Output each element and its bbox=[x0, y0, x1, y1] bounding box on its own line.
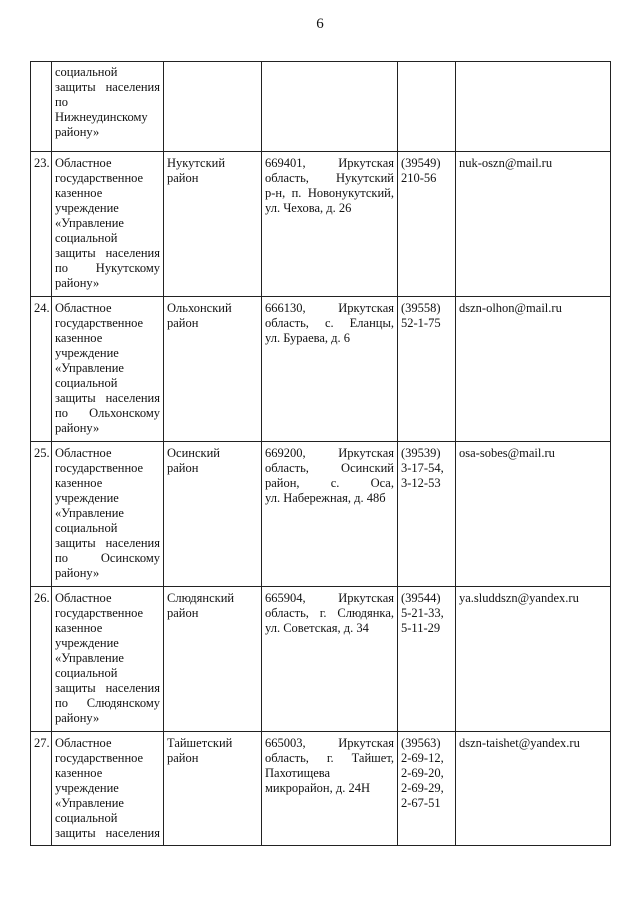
org-line: социальной bbox=[55, 666, 118, 680]
org-line: учреждение bbox=[55, 201, 119, 215]
page-number: 6 bbox=[316, 16, 324, 32]
email-cell bbox=[456, 297, 611, 442]
address-cell bbox=[262, 442, 398, 587]
email-address: nuk-oszn@mail.ru bbox=[459, 156, 553, 170]
org-line: социальной bbox=[55, 65, 118, 79]
org-line: по Слюдянскому bbox=[55, 696, 160, 710]
org-line: Областное bbox=[55, 446, 112, 460]
addr-line: область, г. Слюдянка, bbox=[265, 606, 394, 620]
org-line: защиты населения bbox=[55, 80, 160, 94]
addr-line: ул. Советская, д. 34 bbox=[265, 621, 369, 635]
org-line: казенное bbox=[55, 331, 103, 345]
org-line: Областное bbox=[55, 736, 112, 750]
organization-cell bbox=[52, 297, 164, 442]
organization-cell bbox=[52, 587, 164, 732]
org-line: государственное bbox=[55, 606, 144, 620]
row-number: 26. bbox=[31, 587, 52, 732]
org-line: «Управление bbox=[55, 651, 124, 665]
district-cell bbox=[164, 62, 262, 152]
org-line: учреждение bbox=[55, 346, 119, 360]
row-number: 27. bbox=[31, 732, 52, 846]
addr-line: ул. Бураева, д. 6 bbox=[265, 331, 351, 345]
org-line: защиты населения bbox=[55, 681, 160, 695]
email-cell bbox=[456, 442, 611, 587]
phone-line: 5-11-29 bbox=[401, 621, 441, 635]
email-address: ya.sluddszn@yandex.ru bbox=[459, 591, 579, 605]
addr-line: р-н, п. Новонукутский, bbox=[265, 186, 394, 200]
org-line: Нижнеудинскому bbox=[55, 110, 148, 124]
addr-line: область, Нукутский bbox=[265, 171, 394, 185]
org-line: Областное bbox=[55, 156, 112, 170]
phone-line: 210-56 bbox=[401, 171, 437, 185]
addr-line: микрорайон, д. 24Н bbox=[265, 781, 370, 795]
phone-line: 5-21-33, bbox=[401, 606, 444, 620]
org-line: учреждение bbox=[55, 491, 119, 505]
email-address: osa-sobes@mail.ru bbox=[459, 446, 555, 460]
org-line: социальной bbox=[55, 811, 118, 825]
org-line: социальной bbox=[55, 231, 118, 245]
org-line: «Управление bbox=[55, 796, 124, 810]
org-line: государственное bbox=[55, 171, 144, 185]
address-cell bbox=[262, 587, 398, 732]
row-number: 25. bbox=[31, 442, 52, 587]
addr-line: область, г. Тайшет, bbox=[265, 751, 394, 765]
phone-cell bbox=[398, 297, 456, 442]
phone-line: (39544) bbox=[401, 591, 441, 605]
addr-line: 665003, Иркутская bbox=[265, 736, 394, 750]
addr-line: 665904, Иркутская bbox=[265, 591, 394, 605]
district-line: Осинский bbox=[167, 446, 220, 460]
addr-line: область, Осинский bbox=[265, 461, 394, 475]
table-row bbox=[31, 732, 611, 846]
district-cell bbox=[164, 732, 262, 846]
addr-line: Пахотищева bbox=[265, 766, 331, 780]
org-line: району» bbox=[55, 276, 100, 290]
org-line: социальной bbox=[55, 376, 118, 390]
org-line: Областное bbox=[55, 301, 112, 315]
org-line: по Нукутскому bbox=[55, 261, 160, 275]
district-line: район bbox=[167, 751, 199, 765]
address-cell bbox=[262, 297, 398, 442]
phone-line: 3-17-54, bbox=[401, 461, 444, 475]
org-line: району» bbox=[55, 421, 100, 435]
row-number: 23. bbox=[31, 152, 52, 297]
org-line: казенное bbox=[55, 766, 103, 780]
phone-cell bbox=[398, 152, 456, 297]
district-cell bbox=[164, 442, 262, 587]
addr-line: область, с. Еланцы, bbox=[265, 316, 394, 330]
district-line: район bbox=[167, 461, 199, 475]
phone-line: 52-1-75 bbox=[401, 316, 441, 330]
org-line: Областное bbox=[55, 591, 112, 605]
row-number bbox=[31, 62, 52, 152]
row-number: 24. bbox=[31, 297, 52, 442]
addr-line: 669200, Иркутская bbox=[265, 446, 394, 460]
district-line: район bbox=[167, 171, 199, 185]
phone-line: (39558) bbox=[401, 301, 441, 315]
organization-cell bbox=[52, 152, 164, 297]
email-cell bbox=[456, 62, 611, 152]
addr-line: 666130, Иркутская bbox=[265, 301, 394, 315]
email-address: dszn-taishet@yandex.ru bbox=[459, 736, 580, 750]
address-cell bbox=[262, 152, 398, 297]
org-line: защиты населения bbox=[55, 391, 160, 405]
addr-line: 669401, Иркутская bbox=[265, 156, 394, 170]
org-line: защиты населения bbox=[55, 826, 160, 840]
org-line: казенное bbox=[55, 186, 103, 200]
organization-cell bbox=[52, 732, 164, 846]
org-line: по Ольхонскому bbox=[55, 406, 160, 420]
phone-line: 3-12-53 bbox=[401, 476, 441, 490]
address-cell bbox=[262, 62, 398, 152]
district-cell bbox=[164, 297, 262, 442]
org-line: государственное bbox=[55, 316, 144, 330]
addr-line: ул. Набережная, д. 48б bbox=[265, 491, 386, 505]
district-line: Слюдянский bbox=[167, 591, 235, 605]
table-row bbox=[31, 297, 611, 442]
email-address: dszn-olhon@mail.ru bbox=[459, 301, 562, 315]
addr-line: район, с. Оса, bbox=[265, 476, 394, 490]
phone-cell bbox=[398, 442, 456, 587]
table-row bbox=[31, 152, 611, 297]
org-line: «Управление bbox=[55, 216, 124, 230]
address-cell bbox=[262, 732, 398, 846]
org-line: району» bbox=[55, 566, 100, 580]
email-cell bbox=[456, 732, 611, 846]
district-line: Ольхонский bbox=[167, 301, 232, 315]
email-cell bbox=[456, 152, 611, 297]
org-line: государственное bbox=[55, 461, 144, 475]
phone-line: 2-69-12, bbox=[401, 751, 444, 765]
district-cell bbox=[164, 152, 262, 297]
org-line: «Управление bbox=[55, 506, 124, 520]
phone-cell bbox=[398, 62, 456, 152]
district-line: Нукутский bbox=[167, 156, 226, 170]
table-row bbox=[31, 587, 611, 732]
phone-line: (39539) bbox=[401, 446, 441, 460]
district-line: район bbox=[167, 606, 199, 620]
institutions-table bbox=[30, 61, 611, 846]
org-line: государственное bbox=[55, 751, 144, 765]
phone-line: (39549) bbox=[401, 156, 441, 170]
phone-line: 2-69-29, bbox=[401, 781, 444, 795]
org-line: защиты населения bbox=[55, 536, 160, 550]
phone-line: (39563) bbox=[401, 736, 441, 750]
org-line: казенное bbox=[55, 621, 103, 635]
district-line: Тайшетский bbox=[167, 736, 233, 750]
org-line: району» bbox=[55, 711, 100, 725]
table-row bbox=[31, 62, 611, 152]
org-line: по Осинскому bbox=[55, 551, 160, 565]
org-line: социальной bbox=[55, 521, 118, 535]
org-line: учреждение bbox=[55, 781, 119, 795]
table-row bbox=[31, 442, 611, 587]
phone-cell bbox=[398, 732, 456, 846]
phone-line: 2-67-51 bbox=[401, 796, 441, 810]
email-cell bbox=[456, 587, 611, 732]
org-line: казенное bbox=[55, 476, 103, 490]
organization-cell bbox=[52, 442, 164, 587]
org-line: «Управление bbox=[55, 361, 124, 375]
addr-line: ул. Чехова, д. 26 bbox=[265, 201, 352, 215]
phone-cell bbox=[398, 587, 456, 732]
phone-line: 2-69-20, bbox=[401, 766, 444, 780]
org-line: по bbox=[55, 95, 68, 109]
district-line: район bbox=[167, 316, 199, 330]
organization-cell bbox=[52, 62, 164, 152]
district-cell bbox=[164, 587, 262, 732]
org-line: защиты населения bbox=[55, 246, 160, 260]
org-line: учреждение bbox=[55, 636, 119, 650]
org-line: району» bbox=[55, 125, 100, 139]
